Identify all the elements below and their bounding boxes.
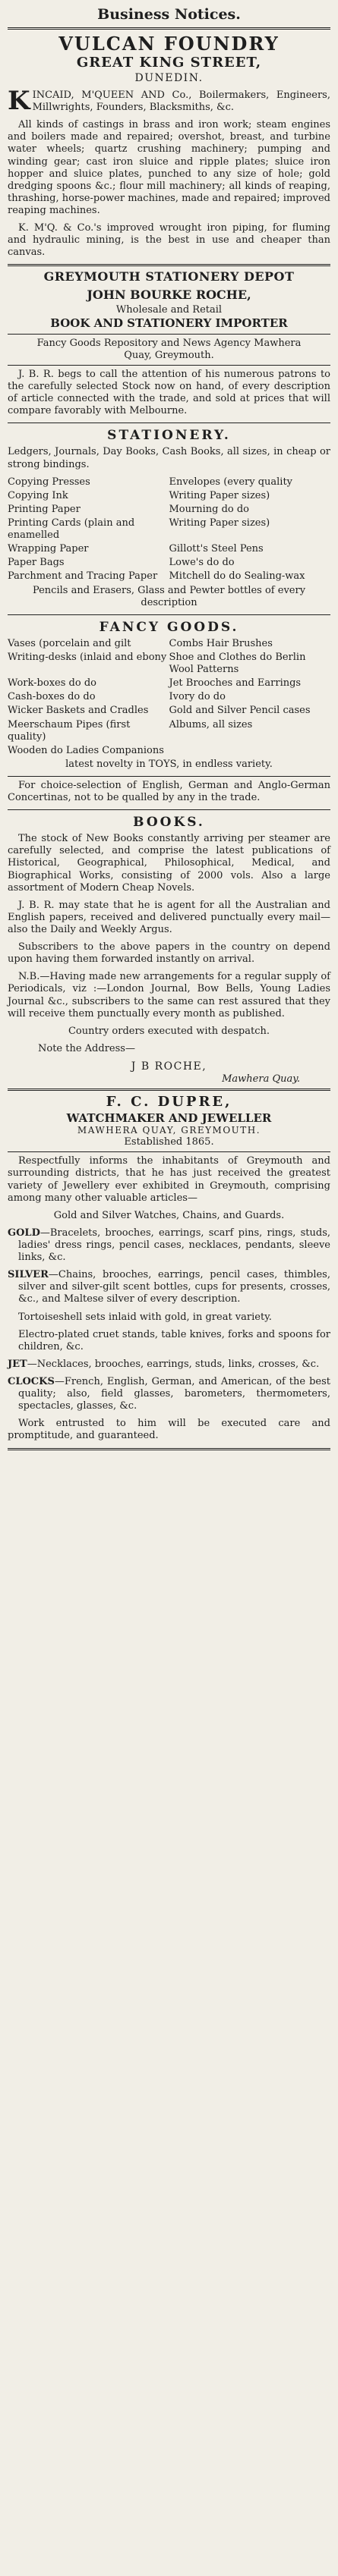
divider: [8, 264, 330, 266]
dupre-goods-lead: SILVER: [8, 1269, 49, 1281]
divider: [8, 1089, 330, 1091]
stationery-row: [8, 476, 330, 490]
greymouth-ad: [8, 269, 330, 1085]
dupre-goods-item: JET—Necklaces, brooches, earrings, studs, links, crosses, &c.: [8, 1358, 320, 1370]
greymouth-trade: Wholesale and Retail: [115, 304, 223, 316]
fancy-goods-row: [8, 677, 330, 691]
divider: [8, 334, 330, 335]
stationery-item: Envelopes (every quality: [169, 476, 293, 488]
vulcan-firm-intro: KINCAID, M'QUEEN AND Co., Boilermakers, Engineers, Millwrights, Founders, Blacksmiths, &c.: [8, 85, 330, 116]
divider: [8, 1448, 330, 1450]
dupre-ad: [8, 1094, 330, 1442]
stationery-item: Printing Cards (plain and enamelled: [8, 517, 135, 542]
subscribers-notice: Subscribers to the above papers in the country on depend upon having them forwarded instantly on arrival.: [8, 941, 330, 966]
books-notice: The stock of New Books constantly arriving per steamer are carefully selected, and comprise the latest publications of Historical, Geographical, Philosophical, Medical, and Biographical Works, consisting of 2000 vols. Also a large assortment of Modern Cheap Novels.: [8, 833, 330, 894]
fancy-goods-item: Shoe and Clothes do Berlin Wool Patterns: [169, 651, 306, 676]
fancy-goods-title: FANCY GOODS.: [99, 619, 239, 635]
stationery-item: Copying Presses: [8, 476, 90, 488]
dupre-goods-item: SILVER—Chains, brooches, earrings, pencil cases, thimbles, silver and silver-gilt scent bottles, cups for presents, crosses, &c., and Maltese silver of every description.: [8, 1269, 330, 1305]
dupre-goods-lead: JET: [8, 1358, 27, 1370]
dupre-goods-lead: CLOCKS: [8, 1376, 55, 1388]
fancy-goods-row: [8, 745, 330, 759]
stationery-close: Pencils and Erasers, Glass and Pewter bottles of every description: [32, 584, 306, 608]
dupre-goods-item: Tortoiseshell sets inlaid with gold, in great variety.: [18, 1311, 272, 1323]
greymouth-proprietor: JOHN BOURKE ROCHE,: [87, 287, 251, 303]
vulcan-city: DUNEDIN.: [134, 71, 204, 84]
vulcan-street: GREAT KING STREET,: [76, 55, 262, 71]
fancy-goods-close: latest novelty in TOYS, in endless variety.: [65, 758, 273, 770]
stationery-item: Parchment and Tracing Paper: [8, 570, 158, 583]
fancy-goods-item: Combs Hair Brushes: [169, 637, 273, 649]
newspaper-column: [8, 0, 330, 1450]
fancy-goods-item: Wooden do Ladies Companions: [8, 744, 164, 756]
stationery-item: Lowe's do do: [169, 557, 235, 569]
signature-name: J B ROCHE,: [131, 1060, 207, 1073]
fancy-goods-row: [8, 705, 330, 718]
greymouth-intro: J. B. R. begs to call the attention of his numerous patrons to the carefully selected Stock now on hand, of every description of article connected with the trade, and sold at prices that will compare favorably with Melbourne.: [8, 368, 330, 417]
vulcan-body-2: K. M'Q. & Co.'s improved wrought iron piping, for fluming and hydraulic mining, is the best in use and cheaper than canvas.: [8, 222, 330, 259]
address-note: Note the Address—: [38, 1042, 135, 1054]
nb-notice: N.B.—Having made new arrangements for a regular supply of Periodicals, viz :—London Journal, Bow Bells, Young Ladies Journal &c., subscribers to the same can rest assured that they will receive them punctually every month as published.: [8, 971, 330, 1019]
signature-place: Mawhera Quay.: [222, 1073, 300, 1085]
books-title: BOOKS.: [133, 815, 205, 831]
stationery-row: [8, 557, 330, 570]
divider: [8, 365, 330, 366]
fancy-goods-item: [169, 745, 331, 759]
stationery-row: [8, 517, 330, 543]
concertina-notice: For choice-selection of English, German and Anglo-German Concertinas, not to be qualled by any in the trade.: [8, 779, 330, 804]
divider: [8, 614, 330, 615]
divider: [8, 776, 330, 777]
greymouth-name: GREYMOUTH STATIONERY DEPOT: [43, 269, 295, 284]
divider: [8, 1151, 330, 1152]
stationery-item: Wrapping Paper: [8, 543, 89, 555]
dupre-watches: Gold and Silver Watches, Chains, and Guards.: [53, 1209, 285, 1221]
stationery-item: Paper Bags: [8, 557, 65, 569]
fancy-goods-item: Vases (porcelain and gilt: [8, 637, 131, 649]
country-orders: Country orders executed with despatch.: [68, 1025, 270, 1037]
fancy-goods-item: Meerschaum Pipes (first quality): [8, 718, 131, 743]
greymouth-address: Fancy Goods Repository and News Agency Mawhera Quay, Greymouth.: [36, 337, 302, 361]
dupre-address: MAWHERA QUAY, GREYMOUTH.: [77, 1125, 261, 1136]
fancy-goods-item: Work-boxes do do: [8, 677, 96, 690]
dupre-intro: Respectfully informs the inhabitants of Greymouth and surrounding districts, that he has just received the greatest variety of Jewellery ever exhibited in Greymouth, comprising among many other valuable articles—: [8, 1155, 330, 1204]
stationery-list: [8, 476, 330, 585]
vulcan-name: VULCAN FOUNDRY: [58, 32, 280, 55]
fancy-goods-item: Albums, all sizes: [169, 718, 253, 730]
stationery-row: [8, 504, 330, 517]
fancy-goods-row: [8, 719, 330, 745]
fancy-goods-item: Writing-desks (inlaid and ebony: [8, 651, 167, 663]
stationery-item: Writing Paper sizes): [169, 517, 270, 529]
stationery-row: [8, 543, 330, 557]
dupre-goods-item: GOLD—Bracelets, brooches, earrings, scarf pins, rings, studs, ladies' dress rings, pencil cases, necklaces, pendants, sleeve links, &c.: [8, 1227, 330, 1264]
stationery-row: [8, 570, 330, 584]
divider: [8, 27, 330, 30]
vulcan-body: All kinds of castings in brass and iron work; steam engines and boilers made and repaired; overshot, breast, and turbine water wheels; quartz crushing machinery; pumping and winding gear; cast iron sluice and ripple plates; sluice iron hopper and sluice plates, punched to any size of hole; gold dredging spoons &c.; flour mill machinery; all kinds of reaping, thrashing, horse-power machines, made and repaired; improved reaping machines.: [8, 119, 330, 216]
dupre-goods-lead: GOLD: [8, 1227, 40, 1239]
stationery-item: Printing Paper: [8, 503, 81, 515]
dupre-name: F. C. DUPRE,: [106, 1094, 232, 1111]
stationery-item: Writing Paper sizes): [169, 489, 270, 501]
fancy-goods-item: Cash-boxes do do: [8, 691, 96, 703]
vulcan-ad: [8, 33, 330, 259]
fancy-goods-item: Jet Brooches and Earrings: [169, 677, 302, 690]
dupre-established: Established 1865.: [124, 1136, 214, 1148]
dupre-trade: WATCHMAKER AND JEWELLER: [66, 1111, 272, 1125]
dupre-closing: Work entrusted to him will be executed care and promptitude, and guaranteed.: [8, 1418, 330, 1442]
stationery-item: Gillott's Steel Pens: [169, 543, 264, 555]
fancy-goods-item: Ivory do do: [169, 691, 226, 703]
stationery-item: Mitchell do do Sealing-wax: [169, 570, 305, 583]
divider: [8, 809, 330, 810]
fancy-goods-item: Wicker Baskets and Cradles: [8, 705, 149, 717]
stationery-row: [8, 490, 330, 504]
dupre-goods-list: [8, 1227, 330, 1412]
agent-notice: J. B. R. may state that he is agent for all the Australian and English papers, received and delivered punctually every mail—also the Daily and Weekly Argus.: [8, 899, 330, 936]
dupre-goods-item: CLOCKS—French, English, German, and American, of the best quality; also, field glasses, barometers, thermometers, spectacles, glasses, &c.: [8, 1376, 330, 1412]
stationery-title: STATIONERY.: [107, 428, 231, 444]
stationery-item: Copying Ink: [8, 489, 68, 501]
greymouth-role: BOOK AND STATIONERY IMPORTER: [50, 316, 288, 331]
fancy-goods-item: Gold and Silver Pencil cases: [169, 705, 311, 717]
fancy-goods-list: [8, 638, 330, 759]
fancy-goods-row: [8, 652, 330, 677]
stationery-intro: Ledgers, Journals, Day Books, Cash Books, all sizes, in cheap or strong bindings.: [8, 446, 330, 470]
page-title: Business Notices.: [97, 6, 241, 23]
dupre-goods-item: Electro-plated cruet stands, table knives, forks and spoons for children, &c.: [18, 1328, 330, 1352]
fancy-goods-row: [8, 638, 330, 652]
stationery-item: Mourning do do: [169, 503, 250, 515]
fancy-goods-row: [8, 691, 330, 705]
